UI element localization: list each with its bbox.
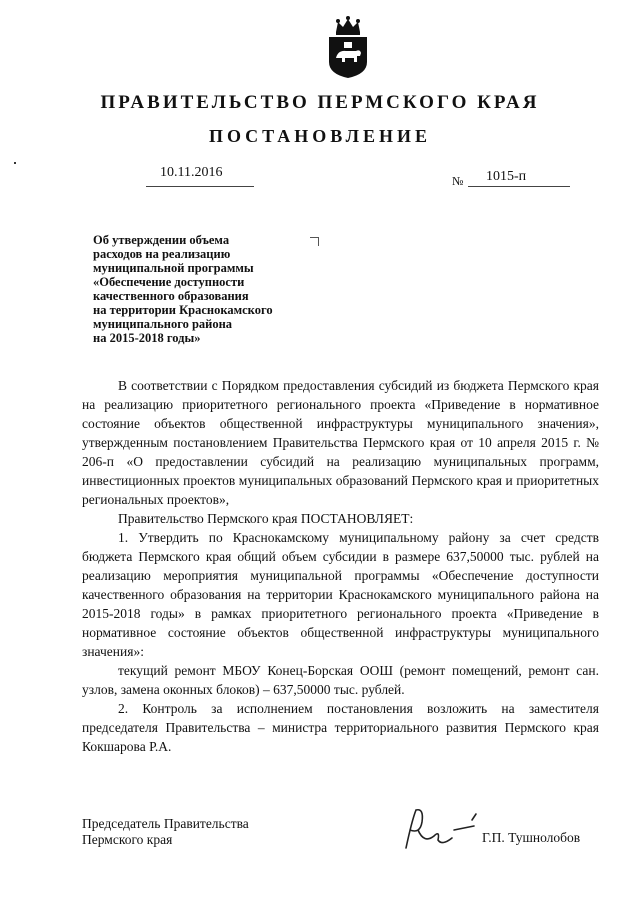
document-subject bbox=[93, 233, 333, 345]
body-paragraph: 2. Контроль за исполнением постановления возложить на заместителя председателя Правительства – министра территориального развития Пермского края Кокшарова Р.А. bbox=[82, 701, 599, 754]
perm-krai-coat-of-arms-icon bbox=[326, 14, 370, 80]
signatory-position-line: Пермского края bbox=[82, 832, 173, 847]
signatory-position bbox=[82, 816, 249, 848]
document-number: 1015-п bbox=[486, 169, 527, 184]
subject-line: муниципальной программы bbox=[93, 261, 254, 275]
subject-line: на территории Краснокамского bbox=[93, 303, 273, 317]
document-body bbox=[82, 376, 599, 756]
scan-dot bbox=[14, 162, 16, 164]
date-underline bbox=[146, 186, 254, 187]
subject-line: на 2015-2018 годы» bbox=[93, 331, 201, 345]
subject-line: муниципального района bbox=[93, 317, 233, 331]
document-date: 10.11.2016 bbox=[160, 165, 223, 180]
subject-line: качественного образования bbox=[93, 289, 249, 303]
subject-line: «Обеспечение доступности bbox=[93, 275, 245, 289]
body-paragraph: 1. Утвердить по Краснокамскому муниципальному району за счет средств бюджета Пермского края общий объем субсидии в размере 637,50000 тыс. рублей на реализацию мероприятия муниципальной программы «Обеспечение доступности качественного образования на территории Краснокамского муниципального района на 2015-2018 годы» в рамках приоритетного регионального проекта «Приведение в нормативное состояние объектов общественной инфраструктуры муниципального значения»: bbox=[82, 530, 599, 659]
handwritten-signature bbox=[394, 800, 494, 860]
signatory-position-line: Председатель Правительства bbox=[82, 816, 249, 831]
body-paragraph: текущий ремонт МБОУ Конец-Борская ООШ (ремонт помещений, ремонт сан. узлов, замена оконных блоков) – 637,50000 тыс. рублей. bbox=[82, 663, 599, 697]
signatory-name: Г.П. Тушнолобов bbox=[482, 830, 581, 845]
number-underline bbox=[468, 186, 570, 187]
body-paragraph: В соответствии с Порядком предоставления субсидий из бюджета Пермского края на реализацию приоритетного регионального проекта «Приведение в нормативное состояние объектов общественной инфраструктуры муниципального значения», утвержденным постановлением Правительства Пермского края от 10 апреля 2015 г. № 206-п «О предоставлении субсидий на реализацию муниципальных программ, инвестиционных проектов муниципальных образований Пермского края и приоритетных региональных проектов», bbox=[82, 378, 599, 507]
document-type: ПОСТАНОВЛЕНИЕ bbox=[208, 126, 432, 146]
subject-line: Об утверждении объема bbox=[93, 233, 230, 247]
number-sign: № bbox=[452, 174, 464, 188]
government-title: ПРАВИТЕЛЬСТВО ПЕРМСКОГО КРАЯ bbox=[100, 92, 540, 113]
subject-line: расходов на реализацию bbox=[93, 247, 231, 261]
body-paragraph: Правительство Пермского края ПОСТАНОВЛЯЕТ: bbox=[118, 511, 414, 526]
subject-corner-mark bbox=[310, 237, 319, 246]
